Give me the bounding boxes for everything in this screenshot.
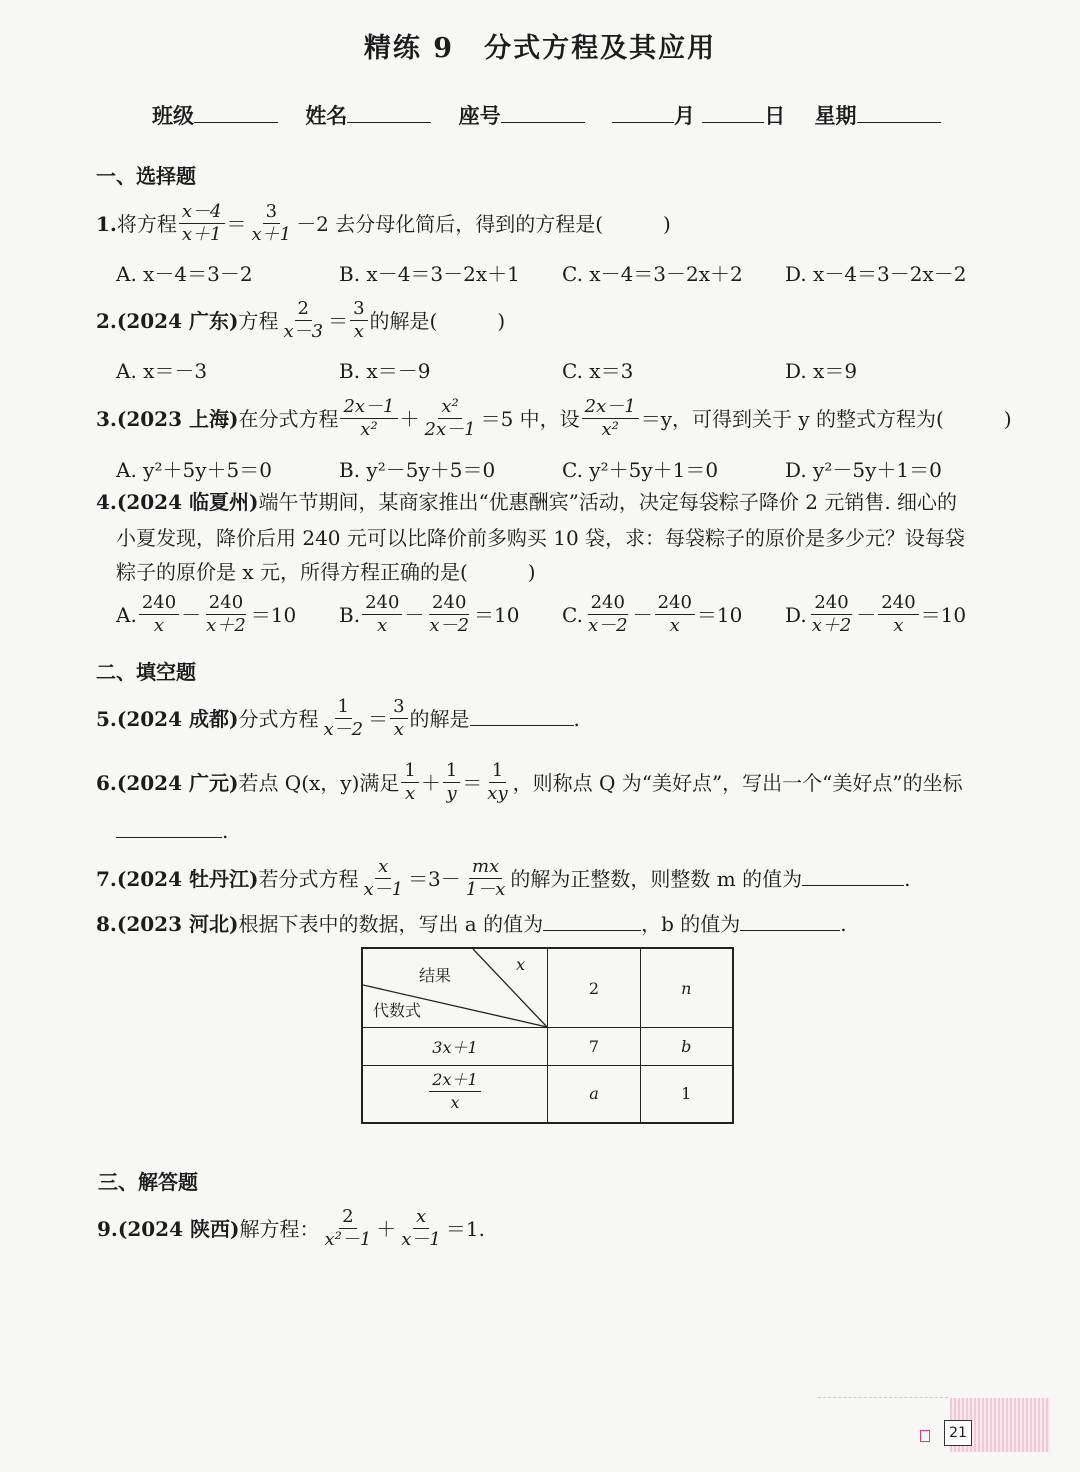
q6-answer-blank[interactable] — [116, 818, 222, 838]
q4-b-d1: x — [377, 615, 388, 636]
q2-f1-den: x－3 — [283, 321, 324, 342]
q9-f2-num: x — [413, 1206, 429, 1229]
q4-number: 4. — [96, 490, 117, 514]
q7-mid: ＝3－ — [408, 867, 461, 891]
q4-d-frac-1 — [809, 592, 855, 637]
section-solve: 三、解答题 — [98, 1170, 198, 1194]
q3-f1-den: x² — [360, 419, 378, 440]
q3-number: 3. — [96, 407, 117, 431]
table-row — [362, 1066, 733, 1123]
q1-option-d[interactable]: D. x－4＝3－2x－2 — [785, 262, 967, 286]
q9-f1-num: 2 — [339, 1206, 356, 1229]
q4-b-label: B. — [339, 603, 361, 627]
weekday-blank[interactable] — [857, 103, 941, 123]
q6-fraction-1 — [401, 760, 418, 805]
row2-num: 2x＋1 — [429, 1069, 480, 1092]
q4-line-1: 端午节期间，某商家推出“优惠酬宾”活动，决定每袋粽子降价 2 元销售. 细心的 — [258, 490, 958, 514]
q5-f2-num: 3 — [390, 696, 407, 719]
q4-b-n2: 240 — [429, 592, 469, 615]
q2-fraction-left — [280, 298, 326, 343]
q7-answer-blank[interactable] — [802, 866, 904, 886]
q8-number: 8. — [96, 912, 117, 936]
q2-f1-num: 2 — [295, 298, 312, 321]
q2-option-a[interactable]: A. x＝－3 — [116, 359, 208, 383]
q9-source: (2024 陕西) — [117, 1217, 240, 1241]
q4-b-n1: 240 — [362, 592, 402, 615]
q4-c-frac-2 — [655, 592, 695, 637]
q7-fraction-2 — [463, 856, 509, 901]
q7-f2-num: mx — [469, 856, 502, 879]
q3-f1-num: 2x－1 — [340, 396, 397, 419]
q9-fraction-2 — [398, 1206, 444, 1251]
section-fill: 二、填空题 — [96, 660, 196, 684]
q6-text: 若点 Q(x，y)满足 — [238, 771, 400, 795]
q6-answer-line — [116, 818, 228, 843]
q7-source: (2024 牡丹江) — [116, 867, 259, 891]
q8-mid: ，b 的值为 — [641, 912, 741, 936]
q1-fraction-left — [179, 201, 225, 246]
title-number: 精练 9 — [363, 33, 455, 64]
q8-source: (2023 河北) — [116, 912, 239, 936]
q2-fraction-right — [350, 298, 367, 343]
q4-a-n2: 240 — [206, 592, 246, 615]
q7-number: 7. — [96, 867, 117, 891]
q8-answer-a-blank[interactable] — [543, 911, 641, 931]
q6-f3-num: 1 — [489, 760, 506, 783]
q6-f2-den: y — [446, 783, 457, 804]
q4-option-c[interactable] — [562, 594, 742, 639]
q4-d-frac-2 — [878, 592, 918, 637]
q3-f2-den: 2x－1 — [424, 419, 476, 440]
footer-mark-icon — [920, 1430, 930, 1442]
q7-f1-den: x－1 — [363, 879, 404, 900]
q4-c-n2: 240 — [655, 592, 695, 615]
name-blank[interactable] — [347, 103, 431, 123]
day-blank[interactable] — [702, 103, 764, 123]
q4-b-d2: x－2 — [429, 615, 470, 636]
q1-text: 将方程 — [116, 212, 177, 236]
footer-rule — [818, 1397, 948, 1398]
q6-plus: ＋ — [420, 771, 441, 795]
q6-eq: ＝ — [462, 771, 483, 795]
q7-post: 的解为正整数，则整数 m 的值为 — [510, 867, 803, 891]
q4-c-rhs: ＝10 — [696, 603, 743, 627]
header-col-2: n — [641, 948, 733, 1028]
q1-f2-num: 3 — [263, 201, 280, 224]
q4-d-n1: 240 — [811, 592, 851, 615]
table-row — [362, 1028, 733, 1066]
question-8 — [96, 909, 847, 939]
month-label: 月 — [673, 103, 695, 128]
question-2 — [96, 300, 505, 345]
question-7 — [96, 858, 910, 903]
q3-post: ＝y，可得到关于 y 的整式方程为( ) — [640, 407, 1012, 431]
q4-option-d[interactable] — [785, 594, 966, 639]
question-4 — [96, 487, 957, 517]
q5-f1-den: x－2 — [323, 719, 364, 740]
q4-d-d2: x — [893, 615, 904, 636]
q5-f1-num: 1 — [335, 696, 352, 719]
header-col-1: 2 — [548, 948, 641, 1028]
row1-cell-1: 7 — [548, 1028, 641, 1066]
q4-d-minus: － — [856, 603, 877, 627]
q5-end: . — [573, 707, 580, 731]
row1-cell-2: b — [641, 1028, 733, 1066]
q1-f1-den: x＋1 — [181, 224, 222, 245]
q3-f3-den: x² — [601, 419, 619, 440]
q7-f2-den: 1－x — [465, 879, 506, 900]
q4-d-d1: x＋2 — [811, 615, 852, 636]
q6-number: 6. — [96, 771, 117, 795]
q6-f2-num: 1 — [443, 760, 460, 783]
question-6 — [96, 762, 963, 807]
q4-d-rhs: ＝10 — [920, 603, 967, 627]
student-info-row — [152, 100, 941, 130]
q1-option-a[interactable]: A. x－4＝3－2 — [116, 262, 253, 286]
q4-source: (2024 临夏州) — [116, 490, 259, 514]
q1-fraction-right — [249, 201, 295, 246]
q3-fraction-2 — [422, 396, 479, 441]
q5-fraction-right — [390, 696, 407, 741]
q6-f1-den: x — [405, 783, 416, 804]
q1-option-b[interactable]: B. x－4＝3－2x＋1 — [339, 262, 520, 286]
q4-d-label: D. — [785, 603, 807, 627]
q9-post: ＝1. — [445, 1217, 485, 1241]
q4-d-n2: 240 — [878, 592, 918, 615]
q2-eq: ＝ — [328, 309, 349, 333]
q2-option-b[interactable]: B. x＝－9 — [339, 359, 431, 383]
q4-line-2: 小夏发现，降价后用 240 元可以比降价前多购买 10 袋，求：每袋粽子的原价是多少元？设每袋 — [116, 526, 966, 550]
day-label: 日 — [764, 103, 786, 128]
q3-option-c[interactable]: C. y²＋5y＋1＝0 — [562, 458, 719, 482]
q8-end: . — [840, 912, 847, 936]
q1-number: 1. — [96, 212, 117, 236]
corner-expression-label: 代数式 — [373, 1001, 422, 1020]
q4-c-label: C. — [562, 603, 583, 627]
question-9 — [97, 1208, 485, 1253]
q4-b-frac-2 — [426, 592, 472, 637]
q3-fraction-1 — [340, 396, 397, 441]
month-blank[interactable] — [612, 103, 674, 123]
row2-fraction — [429, 1069, 480, 1114]
q3-option-a[interactable]: A. y²＋5y＋5＝0 — [116, 458, 272, 482]
q2-option-d[interactable]: D. x＝9 — [785, 359, 858, 383]
q6-end: . — [222, 819, 229, 843]
q3-fraction-3 — [582, 396, 639, 441]
q5-source: (2024 成都) — [116, 707, 239, 731]
row2-cell-1: a — [548, 1066, 641, 1123]
q6-fraction-3 — [484, 760, 510, 805]
q4-c-d1: x－2 — [587, 615, 628, 636]
corner-x-label: x — [515, 955, 525, 974]
q4-a-rhs: ＝10 — [250, 603, 297, 627]
q4-c-frac-1 — [585, 592, 631, 637]
q4-c-minus: － — [632, 603, 653, 627]
q6-source: (2024 广元) — [116, 771, 239, 795]
q3-source: (2023 上海) — [116, 407, 239, 431]
question-1 — [96, 203, 671, 248]
q5-text: 分式方程 — [238, 707, 319, 731]
row2-den: x — [450, 1093, 460, 1113]
q9-text: 解方程： — [239, 1217, 320, 1241]
corner-result-label: 结果 — [419, 966, 452, 985]
class-label: 班级 — [152, 103, 194, 128]
q4-a-d2: x＋2 — [206, 615, 246, 636]
q5-fraction-left — [320, 696, 366, 741]
q6-fraction-2 — [443, 760, 460, 805]
page-title — [0, 26, 1080, 65]
q9-f2-den: x－1 — [401, 1229, 441, 1250]
q4-option-a[interactable] — [116, 594, 296, 639]
q1-f2-den: x＋1 — [251, 224, 292, 245]
q9-plus: ＋ — [376, 1217, 397, 1241]
q3-f3-num: 2x－1 — [582, 396, 639, 419]
q4-a-minus: － — [181, 603, 202, 627]
section-choice: 一、选择题 — [96, 164, 196, 188]
q1-post: －2 去分母化简后，得到的方程是( ) — [296, 212, 671, 236]
q7-end: . — [904, 867, 911, 891]
q4-c-d2: x — [669, 615, 680, 636]
q2-number: 2. — [96, 309, 117, 333]
q2-post: 的解是( ) — [369, 309, 506, 333]
q4-b-rhs: ＝10 — [474, 603, 520, 627]
q7-fraction-1 — [360, 856, 406, 901]
row2-label — [362, 1066, 548, 1123]
q2-text: 方程 — [238, 309, 279, 333]
q1-f1-num: x－4 — [179, 201, 225, 224]
title-text: 分式方程及其应用 — [484, 33, 717, 64]
q4-b-frac-1 — [362, 592, 402, 637]
q2-f2-den: x — [353, 321, 364, 342]
q8-answer-b-blank[interactable] — [740, 911, 840, 931]
q4-option-b[interactable] — [339, 594, 519, 639]
q2-source: (2024 广东) — [116, 309, 239, 333]
table-corner-cell — [362, 948, 548, 1028]
q1-option-c[interactable]: C. x－4＝3－2x＋2 — [562, 262, 743, 286]
q5-f2-den: x — [393, 719, 404, 740]
name-label: 姓名 — [305, 103, 348, 128]
q4-a-frac-1 — [139, 592, 179, 637]
q4-a-frac-2 — [203, 592, 249, 637]
weekday-label: 星期 — [814, 103, 857, 128]
q9-number: 9. — [97, 1217, 118, 1241]
q2-option-c[interactable]: C. x＝3 — [562, 359, 634, 383]
row2-cell-2: 1 — [641, 1066, 733, 1123]
q3-f2-num: x² — [438, 396, 461, 419]
class-blank[interactable] — [194, 103, 278, 123]
q5-eq: ＝ — [368, 707, 389, 731]
q3-text: 在分式方程 — [238, 407, 339, 431]
q4-line-3: 粽子的原价是 x 元，所得方程正确的是( ) — [116, 560, 536, 584]
q4-a-n1: 240 — [139, 592, 179, 615]
q5-answer-blank[interactable] — [470, 706, 574, 726]
page-number: 21 — [944, 1420, 972, 1446]
question-3 — [96, 398, 1012, 443]
q6-f1-num: 1 — [401, 760, 418, 783]
q9-f1-den: x²－1 — [324, 1229, 372, 1250]
q3-mid: ＝5 中，设 — [480, 407, 580, 431]
q4-b-minus: － — [404, 603, 425, 627]
seat-blank[interactable] — [501, 103, 585, 123]
table-header-row — [362, 948, 733, 1028]
q1-eq: ＝ — [226, 212, 247, 236]
q7-f1-num: x — [375, 856, 391, 879]
seat-label: 座号 — [458, 103, 501, 128]
q4-c-n1: 240 — [588, 592, 628, 615]
q3-option-d[interactable]: D. y²－5y＋1＝0 — [785, 458, 942, 482]
q7-text: 若分式方程 — [258, 867, 359, 891]
q5-post: 的解是 — [409, 707, 470, 731]
q8-data-table — [361, 947, 734, 1124]
q5-number: 5. — [96, 707, 117, 731]
question-5 — [96, 698, 580, 743]
q6-f3-den: xy — [487, 783, 508, 804]
row1-label: 3x＋1 — [362, 1028, 548, 1066]
q2-f2-num: 3 — [350, 298, 367, 321]
q3-plus: ＋ — [399, 407, 420, 431]
q8-text: 根据下表中的数据，写出 a 的值为 — [238, 912, 544, 936]
q6-post: ，则称点 Q 为“美好点”，写出一个“美好点”的坐标 — [512, 771, 963, 795]
q4-a-d1: x — [153, 615, 165, 636]
q9-fraction-1 — [321, 1206, 374, 1251]
q4-a-label: A. — [116, 603, 137, 627]
q3-option-b[interactable]: B. y²－5y＋5＝0 — [339, 458, 496, 482]
